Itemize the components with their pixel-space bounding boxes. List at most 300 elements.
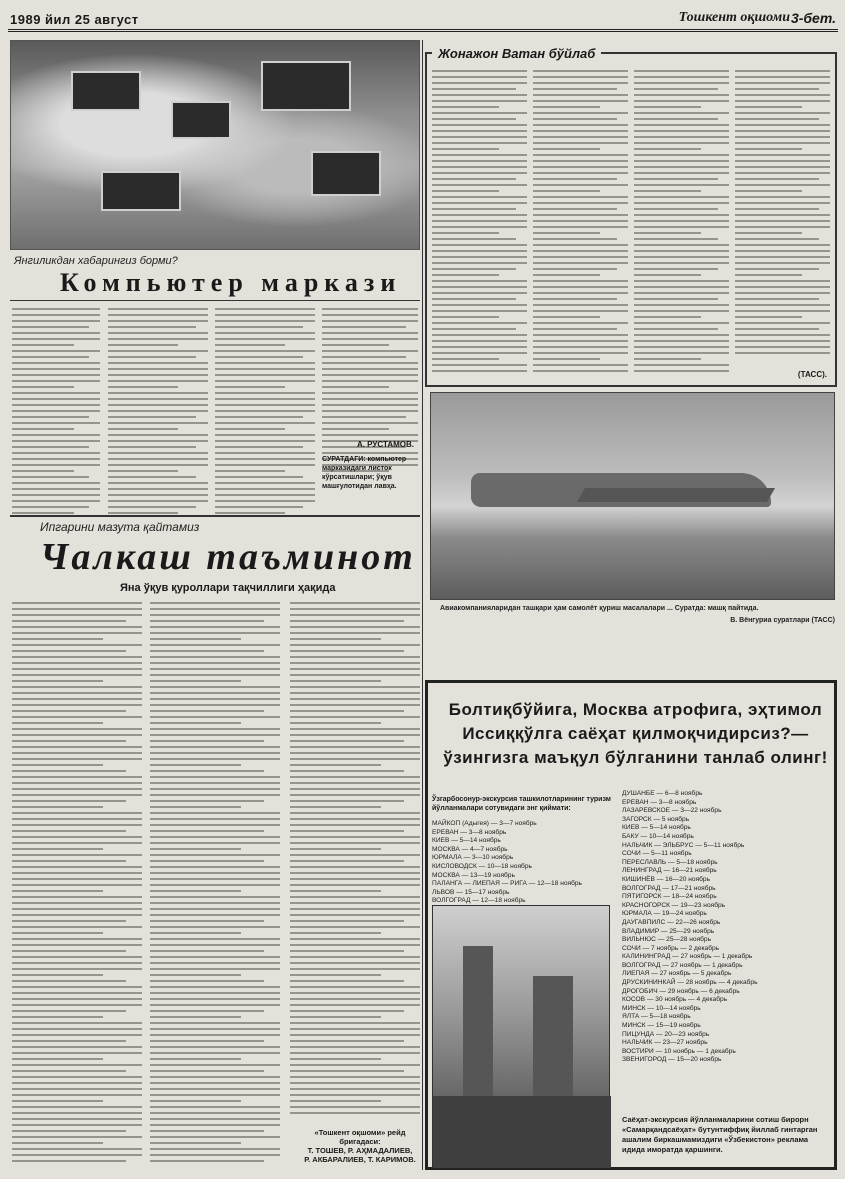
text-line	[108, 488, 208, 490]
text-line	[12, 860, 126, 862]
text-line	[12, 1070, 126, 1072]
text-line	[634, 250, 729, 252]
text-line	[12, 770, 126, 772]
text-line	[533, 202, 628, 204]
text-line	[12, 812, 142, 814]
text-line	[12, 722, 103, 724]
text-line	[322, 374, 418, 376]
text-line	[290, 698, 420, 700]
text-line	[432, 118, 516, 120]
text-line	[290, 1058, 381, 1060]
aircraft-photo	[430, 392, 835, 600]
text-line	[322, 326, 406, 328]
text-line	[108, 458, 208, 460]
text-line	[150, 1088, 280, 1090]
text-line	[150, 1052, 280, 1054]
text-line	[533, 232, 600, 234]
text-line	[150, 908, 280, 910]
text-line	[634, 268, 718, 270]
text-line	[12, 830, 126, 832]
text-line	[12, 956, 142, 958]
text-line	[150, 938, 280, 940]
text-line	[12, 1130, 126, 1132]
text-line	[290, 1070, 404, 1072]
text-line	[108, 410, 208, 412]
text-line	[634, 142, 729, 144]
text-line	[735, 220, 830, 222]
text-line	[108, 392, 208, 394]
text-line	[290, 602, 420, 604]
text-line	[290, 710, 404, 712]
text-line	[322, 434, 418, 436]
text-line	[432, 280, 527, 282]
text-line	[12, 500, 100, 502]
text-line	[150, 794, 280, 796]
text-line	[12, 854, 142, 856]
text-line	[432, 208, 516, 210]
text-line	[634, 226, 729, 228]
text-line	[150, 704, 280, 706]
text-line	[432, 328, 516, 330]
text-line	[12, 470, 74, 472]
travel-list-item: ДУШАНБЕ — 6—8 ноябрь	[622, 790, 703, 797]
text-line	[150, 608, 280, 610]
text-line	[432, 112, 527, 114]
text-line	[12, 1028, 142, 1030]
text-line	[12, 890, 103, 892]
computer-article-column-1	[12, 308, 100, 518]
text-line	[108, 422, 208, 424]
text-line	[12, 1100, 103, 1102]
fuel-article-column-1	[12, 602, 142, 1167]
text-line	[150, 1016, 241, 1018]
text-line	[533, 334, 628, 336]
fuel-article-column-3	[290, 602, 420, 1122]
text-line	[735, 82, 830, 84]
text-line	[150, 1160, 264, 1162]
divider	[10, 515, 420, 517]
text-line	[150, 944, 280, 946]
text-line	[215, 356, 303, 358]
text-line	[12, 1094, 142, 1096]
text-line	[634, 88, 718, 90]
text-line	[150, 1022, 280, 1024]
text-line	[12, 440, 100, 442]
text-line	[432, 106, 499, 108]
text-line	[12, 782, 142, 784]
text-line	[533, 208, 617, 210]
text-line	[215, 428, 285, 430]
travel-list-item: ЛАЗАРЕВСКОЕ — 3—22 ноябрь	[622, 807, 722, 815]
text-line	[432, 70, 527, 72]
text-line	[12, 602, 142, 604]
text-line	[533, 184, 628, 186]
text-line	[12, 968, 142, 970]
plane-wing-shape	[577, 488, 775, 502]
text-line	[735, 154, 830, 156]
text-line	[735, 238, 819, 240]
text-line	[150, 1124, 280, 1126]
text-line	[290, 770, 404, 772]
travel-list-item: ДАУГАВПИЛС — 22—26 ноябрь	[622, 918, 721, 926]
text-line	[150, 770, 264, 772]
homeland-column-1	[432, 70, 527, 380]
text-line	[150, 1112, 280, 1114]
text-line	[12, 650, 126, 652]
text-line	[150, 962, 280, 964]
text-line	[634, 304, 729, 306]
text-line	[290, 620, 404, 622]
text-line	[12, 1088, 142, 1090]
text-line	[12, 482, 100, 484]
text-line	[533, 166, 628, 168]
text-line	[432, 172, 527, 174]
text-line	[150, 1076, 280, 1078]
text-line	[432, 100, 527, 102]
travel-list-item: ЮРМАЛА — 3—10 ноябрь	[432, 854, 514, 862]
text-line	[215, 314, 315, 316]
text-line	[290, 974, 381, 976]
text-line	[432, 124, 527, 126]
text-line	[290, 674, 420, 676]
text-line	[150, 650, 264, 652]
text-line	[215, 380, 315, 382]
text-line	[432, 202, 527, 204]
text-line	[108, 506, 196, 508]
text-line	[290, 1052, 420, 1054]
text-line	[150, 764, 241, 766]
text-line	[634, 298, 718, 300]
travel-list-item: ЮРМАЛА — 19—24 ноябрь	[622, 910, 707, 918]
text-line	[12, 932, 103, 934]
text-line	[533, 136, 628, 138]
text-line	[634, 178, 718, 180]
text-line	[432, 190, 499, 192]
text-line	[735, 286, 830, 288]
text-line	[290, 740, 404, 742]
text-line	[634, 136, 729, 138]
text-line	[150, 1118, 280, 1120]
travel-list-item: ПЕРЕСЛАВЛЬ — 5—18 ноябрь	[622, 858, 718, 866]
text-line	[290, 1112, 420, 1114]
text-line	[634, 274, 701, 276]
homeland-column-2	[533, 70, 628, 380]
text-line	[215, 326, 303, 328]
text-line	[735, 76, 830, 78]
text-line	[634, 220, 729, 222]
text-line	[290, 764, 381, 766]
text-line	[215, 422, 315, 424]
text-line	[533, 148, 600, 150]
text-line	[533, 94, 628, 96]
text-line	[12, 1106, 142, 1108]
text-line	[290, 668, 420, 670]
travel-list-item: ЛЕНИНГРАД — 16—21 ноябрь	[622, 867, 717, 875]
text-line	[150, 896, 280, 898]
text-line	[322, 398, 418, 400]
text-line	[533, 364, 628, 366]
travel-list-item: ПИЦУНДА — 20—23 ноябрь	[622, 1030, 710, 1038]
page-number: 3-бет.	[790, 10, 836, 26]
text-line	[12, 872, 142, 874]
text-line	[12, 494, 100, 496]
text-line	[290, 890, 381, 892]
text-line	[12, 326, 89, 328]
text-line	[322, 368, 418, 370]
text-line	[12, 878, 142, 880]
text-line	[290, 830, 404, 832]
text-line	[12, 458, 100, 460]
text-line	[634, 256, 729, 258]
travel-list-item: СОЧИ — 7 ноябрь — 2 декабрь	[622, 944, 720, 952]
text-line	[12, 380, 100, 382]
text-line	[12, 734, 142, 736]
text-line	[322, 332, 418, 334]
text-line	[12, 980, 126, 982]
text-line	[150, 1130, 264, 1132]
text-line	[150, 1064, 280, 1066]
text-line	[290, 650, 404, 652]
text-line	[108, 494, 208, 496]
text-line	[12, 950, 126, 952]
text-line	[290, 998, 420, 1000]
text-line	[735, 346, 830, 348]
text-line	[12, 794, 142, 796]
text-line	[150, 1142, 241, 1144]
text-line	[634, 364, 729, 366]
text-line	[432, 286, 527, 288]
text-line	[12, 374, 100, 376]
text-line	[290, 968, 420, 970]
travel-footer-note: Саёҳат-экскурсия йўлланмаларини сотиш бирорн «Самарқандсаёҳат» бутунтиффиқ йиллаб гинтарган ашалим биркашмамиздиги «Ўзбекистон» реклама идида иморатда қаршинги.	[622, 1115, 818, 1154]
text-line	[432, 184, 527, 186]
text-line	[533, 214, 628, 216]
text-line	[735, 340, 830, 342]
text-line	[12, 926, 142, 928]
text-line	[634, 244, 729, 246]
text-line	[432, 232, 499, 234]
text-line	[150, 632, 280, 634]
text-line	[432, 130, 527, 132]
text-line	[432, 340, 527, 342]
text-line	[290, 962, 420, 964]
text-line	[215, 464, 315, 466]
text-line	[735, 304, 830, 306]
text-line	[150, 986, 280, 988]
travel-list-item: ЕРЕВАН — 3—8 ноябрь	[622, 798, 697, 806]
text-line	[12, 974, 103, 976]
text-line	[12, 434, 100, 436]
text-line	[12, 350, 100, 352]
text-line	[108, 332, 208, 334]
text-line	[322, 452, 418, 454]
text-line	[12, 410, 100, 412]
text-line	[533, 190, 600, 192]
travel-list-item: ВОЛГОГРАД — 17—21 ноябрь	[622, 884, 716, 892]
text-line	[432, 88, 516, 90]
text-line	[12, 1148, 142, 1150]
text-line	[150, 860, 264, 862]
text-line	[735, 298, 819, 300]
text-line	[322, 428, 389, 430]
text-line	[533, 322, 628, 324]
signature-line: «Тошкент оқшоми» рейд бригадаси:	[314, 1128, 406, 1146]
text-line	[150, 644, 280, 646]
computer-article-column-2	[108, 308, 208, 518]
text-line	[432, 214, 527, 216]
travel-list-item: КАЛИНИНГРАД — 27 ноябрь — 1 декабрь	[622, 953, 753, 961]
travel-list-left	[432, 820, 612, 905]
text-line	[12, 614, 142, 616]
text-line	[12, 884, 142, 886]
text-line	[735, 208, 819, 210]
text-line	[12, 710, 126, 712]
text-line	[290, 704, 420, 706]
text-line	[634, 286, 729, 288]
text-line	[634, 94, 729, 96]
text-line	[150, 1046, 280, 1048]
text-line	[290, 1010, 404, 1012]
travel-list-item: ЯЛТА — 5—18 ноябрь	[622, 1013, 691, 1021]
text-line	[150, 932, 241, 934]
text-line	[215, 392, 315, 394]
text-line	[12, 320, 100, 322]
travel-list-item: КОСОВ — 30 ноябрь — 4 декабрь	[622, 996, 728, 1004]
text-line	[533, 328, 617, 330]
text-line	[634, 124, 729, 126]
text-line	[215, 386, 285, 388]
text-line	[533, 256, 628, 258]
text-line	[634, 214, 729, 216]
text-line	[108, 500, 208, 502]
text-line	[12, 476, 89, 478]
text-line	[150, 1148, 280, 1150]
text-line	[432, 136, 527, 138]
text-line	[150, 1028, 280, 1030]
text-line	[432, 238, 516, 240]
travel-list-item: ВОЛГОГРАД — 27 ноябрь — 1 декабрь	[622, 961, 743, 969]
text-line	[150, 746, 280, 748]
text-line	[150, 710, 264, 712]
text-line	[290, 722, 381, 724]
monitor-shape	[311, 151, 381, 196]
text-line	[12, 314, 100, 316]
text-line	[290, 752, 420, 754]
wall-shape	[433, 1096, 611, 1168]
text-line	[735, 94, 830, 96]
text-line	[634, 160, 729, 162]
text-line	[290, 944, 420, 946]
text-line	[634, 346, 729, 348]
text-line	[215, 458, 315, 460]
text-line	[12, 998, 142, 1000]
text-line	[12, 776, 142, 778]
text-line	[322, 380, 418, 382]
computer-article-headline: Компьютер маркази	[60, 268, 402, 297]
text-line	[12, 1022, 142, 1024]
text-line	[150, 968, 280, 970]
text-line	[150, 674, 280, 676]
text-line	[533, 316, 600, 318]
text-line	[215, 506, 303, 508]
text-line	[12, 1154, 142, 1156]
text-line	[290, 950, 404, 952]
text-line	[150, 812, 280, 814]
text-line	[12, 656, 142, 658]
text-line	[533, 244, 628, 246]
text-line	[432, 334, 527, 336]
fuel-article-kicker: Ипгарини мазута қайтамиз	[40, 520, 200, 534]
text-line	[634, 154, 729, 156]
text-line	[290, 800, 404, 802]
text-line	[432, 148, 499, 150]
text-line	[150, 950, 264, 952]
text-line	[215, 452, 315, 454]
travel-list-item: КИШИНЁВ — 16—20 ноябрь	[622, 875, 711, 883]
text-line	[634, 352, 729, 354]
text-line	[290, 776, 420, 778]
text-line	[150, 872, 280, 874]
text-line	[432, 370, 527, 372]
homeland-box-title: Жонажон Ватан бўйлаб	[432, 46, 601, 61]
text-line	[12, 1136, 142, 1138]
text-line	[634, 112, 729, 114]
text-line	[215, 446, 303, 448]
text-line	[12, 632, 142, 634]
computer-article-kicker: Янгиликдан хабарингиз борми?	[14, 255, 178, 267]
text-line	[432, 94, 527, 96]
text-line	[533, 280, 628, 282]
text-line	[533, 112, 628, 114]
text-line	[432, 82, 527, 84]
text-line	[290, 848, 381, 850]
text-line	[735, 334, 830, 336]
text-line	[322, 320, 418, 322]
text-line	[150, 824, 280, 826]
text-line	[12, 446, 89, 448]
text-line	[634, 70, 729, 72]
text-line	[432, 292, 527, 294]
text-line	[108, 512, 178, 514]
text-line	[735, 196, 830, 198]
text-line	[290, 1094, 420, 1096]
text-line	[150, 884, 280, 886]
text-line	[150, 1094, 280, 1096]
travel-list-item: МИНСК — 10—14 ноябрь	[622, 1004, 701, 1012]
text-line	[533, 286, 628, 288]
travel-list-item: ВОСТИРИ — 10 ноябрь — 1 декабрь	[622, 1047, 736, 1055]
text-line	[634, 262, 729, 264]
text-line	[533, 124, 628, 126]
text-line	[533, 358, 600, 360]
text-line	[215, 338, 315, 340]
text-line	[290, 626, 420, 628]
text-line	[735, 184, 830, 186]
text-line	[290, 1088, 420, 1090]
text-line	[12, 1142, 103, 1144]
text-line	[533, 172, 628, 174]
text-line	[735, 256, 830, 258]
text-line	[290, 614, 420, 616]
text-line	[12, 908, 142, 910]
text-line	[12, 824, 142, 826]
text-line	[290, 914, 420, 916]
computer-lab-photo	[10, 40, 420, 250]
text-line	[432, 250, 527, 252]
text-line	[634, 310, 729, 312]
text-line	[150, 758, 280, 760]
text-line	[432, 268, 516, 270]
